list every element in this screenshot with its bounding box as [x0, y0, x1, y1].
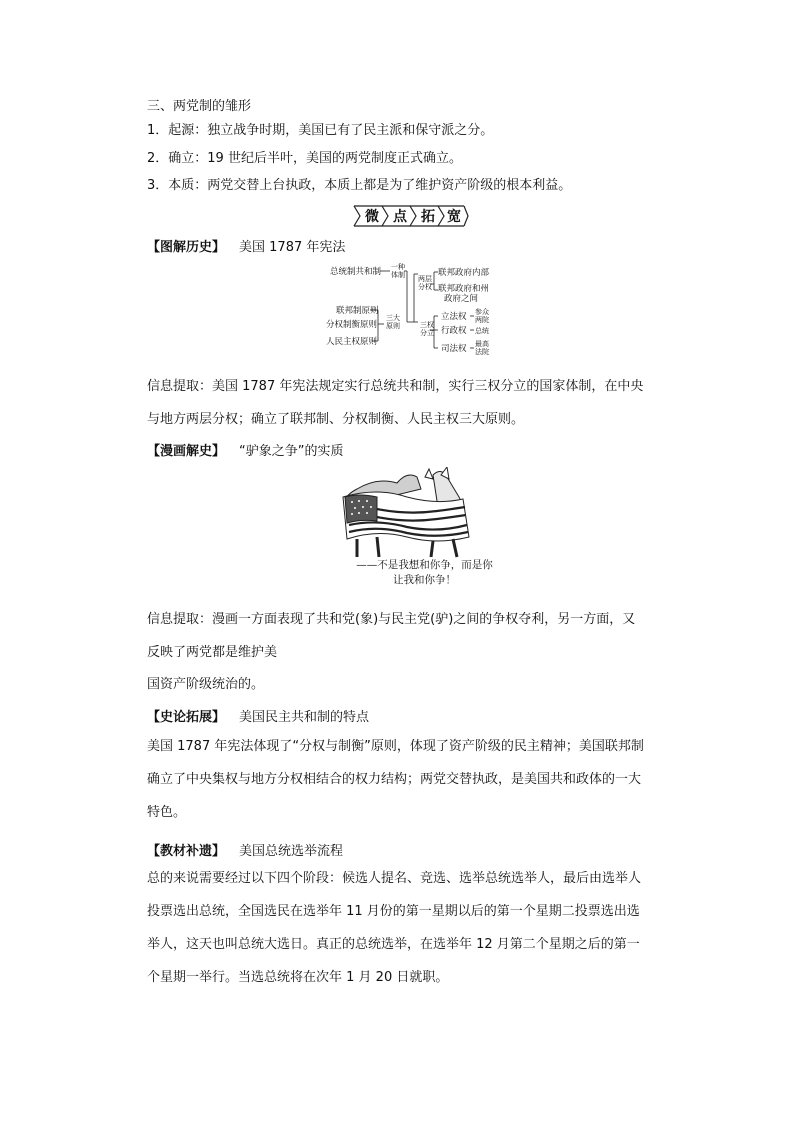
diagram-label: 人民主权原则	[326, 337, 378, 347]
list-item: 1．起源：独立战争时期，美国已有了民主派和保守派之分。	[147, 123, 494, 138]
block-tag: 【史论拓展】	[147, 710, 226, 725]
info-paragraph: 信息提取：漫画一方面表现了共和党(象)与民主党(驴)之间的争权夺利，另一方面，又反映了两党都是维护美	[147, 612, 636, 660]
constitution-diagram	[322, 262, 512, 362]
diagram-label: 总统制共和制	[330, 267, 382, 277]
block-heading	[147, 236, 345, 255]
diagram-node: 法院	[475, 348, 489, 356]
caption-line: 让我和你争！	[393, 574, 456, 586]
section-banner	[352, 204, 470, 228]
banner-char: 点	[393, 209, 407, 225]
block-heading	[147, 440, 344, 459]
block-title: 美国民主共和制的特点	[239, 710, 370, 725]
diagram-label: 政府之间	[444, 294, 479, 304]
diagram-node: 三权	[420, 321, 434, 329]
diagram-node: 两层	[418, 275, 432, 283]
banner-char: 微	[365, 209, 379, 225]
section-heading: 三、两党制的雏形	[147, 99, 252, 114]
banner-char: 拓	[421, 209, 435, 225]
diagram-node: 分立	[420, 329, 434, 337]
donkey-elephant-cartoon	[337, 467, 485, 560]
block-tag: 【漫画解史】	[147, 444, 226, 459]
diagram-label: 司法权	[441, 344, 467, 354]
diagram-node: 三大	[386, 314, 400, 322]
list-item: 3．本质：两党交替上台执政，本质上都是为了维护资产阶级的根本利益。	[147, 178, 572, 193]
cartoon-caption	[337, 558, 512, 588]
diagram-label: 行政权	[441, 326, 467, 336]
list-item: 2．确立：19 世纪后半叶，美国的两党制度正式确立。	[147, 151, 462, 166]
block-heading	[147, 840, 343, 859]
block-title: 美国 1787 年宪法	[239, 240, 346, 255]
caption-line: ——不是我想和你争，而是你	[356, 559, 493, 571]
body-paragraph: 美国 1787 年宪法体现了“分权与制衡”原则，体现了资产阶级的民主精神；美国联邦制确立了中央集权与地方分权相结合的权力结构；两党交替执政，是美国共和政体的一大特色。	[147, 739, 644, 820]
body-paragraph: 总的来说需要经过以下四个阶段：候选人提名、竞选、选举总统选举人，最后由选举人投票选出总统，全国选民在选举年 11 月份的第一星期以后的第一个星期二投票选出选举人，这天也叫总统大选日。真正的总统选举，在选举年 12 月第二个星期之后的第一个星期一举行。当选总统将在次年 1 月 20 日就职。	[147, 871, 642, 985]
diagram-label: 联邦政府和州	[438, 284, 490, 294]
diagram-label: 联邦政府内部	[438, 268, 490, 278]
diagram-node: 体制	[391, 271, 405, 279]
diagram-label: 联邦制原则	[336, 306, 379, 316]
block-title: 美国总统选举流程	[239, 844, 344, 859]
diagram-node: 两院	[475, 316, 489, 324]
block-tag: 【教材补遗】	[147, 844, 226, 859]
diagram-node: 原则	[386, 322, 400, 330]
block-tag: 【图解历史】	[147, 240, 226, 255]
diagram-node: 分权	[418, 283, 432, 291]
diagram-node: 一种	[391, 263, 405, 271]
block-heading	[147, 706, 369, 725]
diagram-node: 参众	[475, 308, 489, 316]
info-continuation: 国资产阶级统治的。	[147, 677, 265, 692]
diagram-node: 总统	[475, 327, 489, 335]
block-title: “驴象之争”的实质	[239, 444, 344, 459]
diagram-label: 立法权	[441, 312, 467, 322]
banner-char: 宽	[447, 209, 461, 225]
diagram-label: 分权制衡原则	[326, 320, 378, 330]
diagram-node: 最高	[475, 340, 489, 348]
info-paragraph: 信息提取：美国 1787 年宪法规定实行总统共和制，实行三权分立的国家体制，在中央与地方两层分权；确立了联邦制、分权制衡、人民主权三大原则。	[147, 379, 644, 427]
